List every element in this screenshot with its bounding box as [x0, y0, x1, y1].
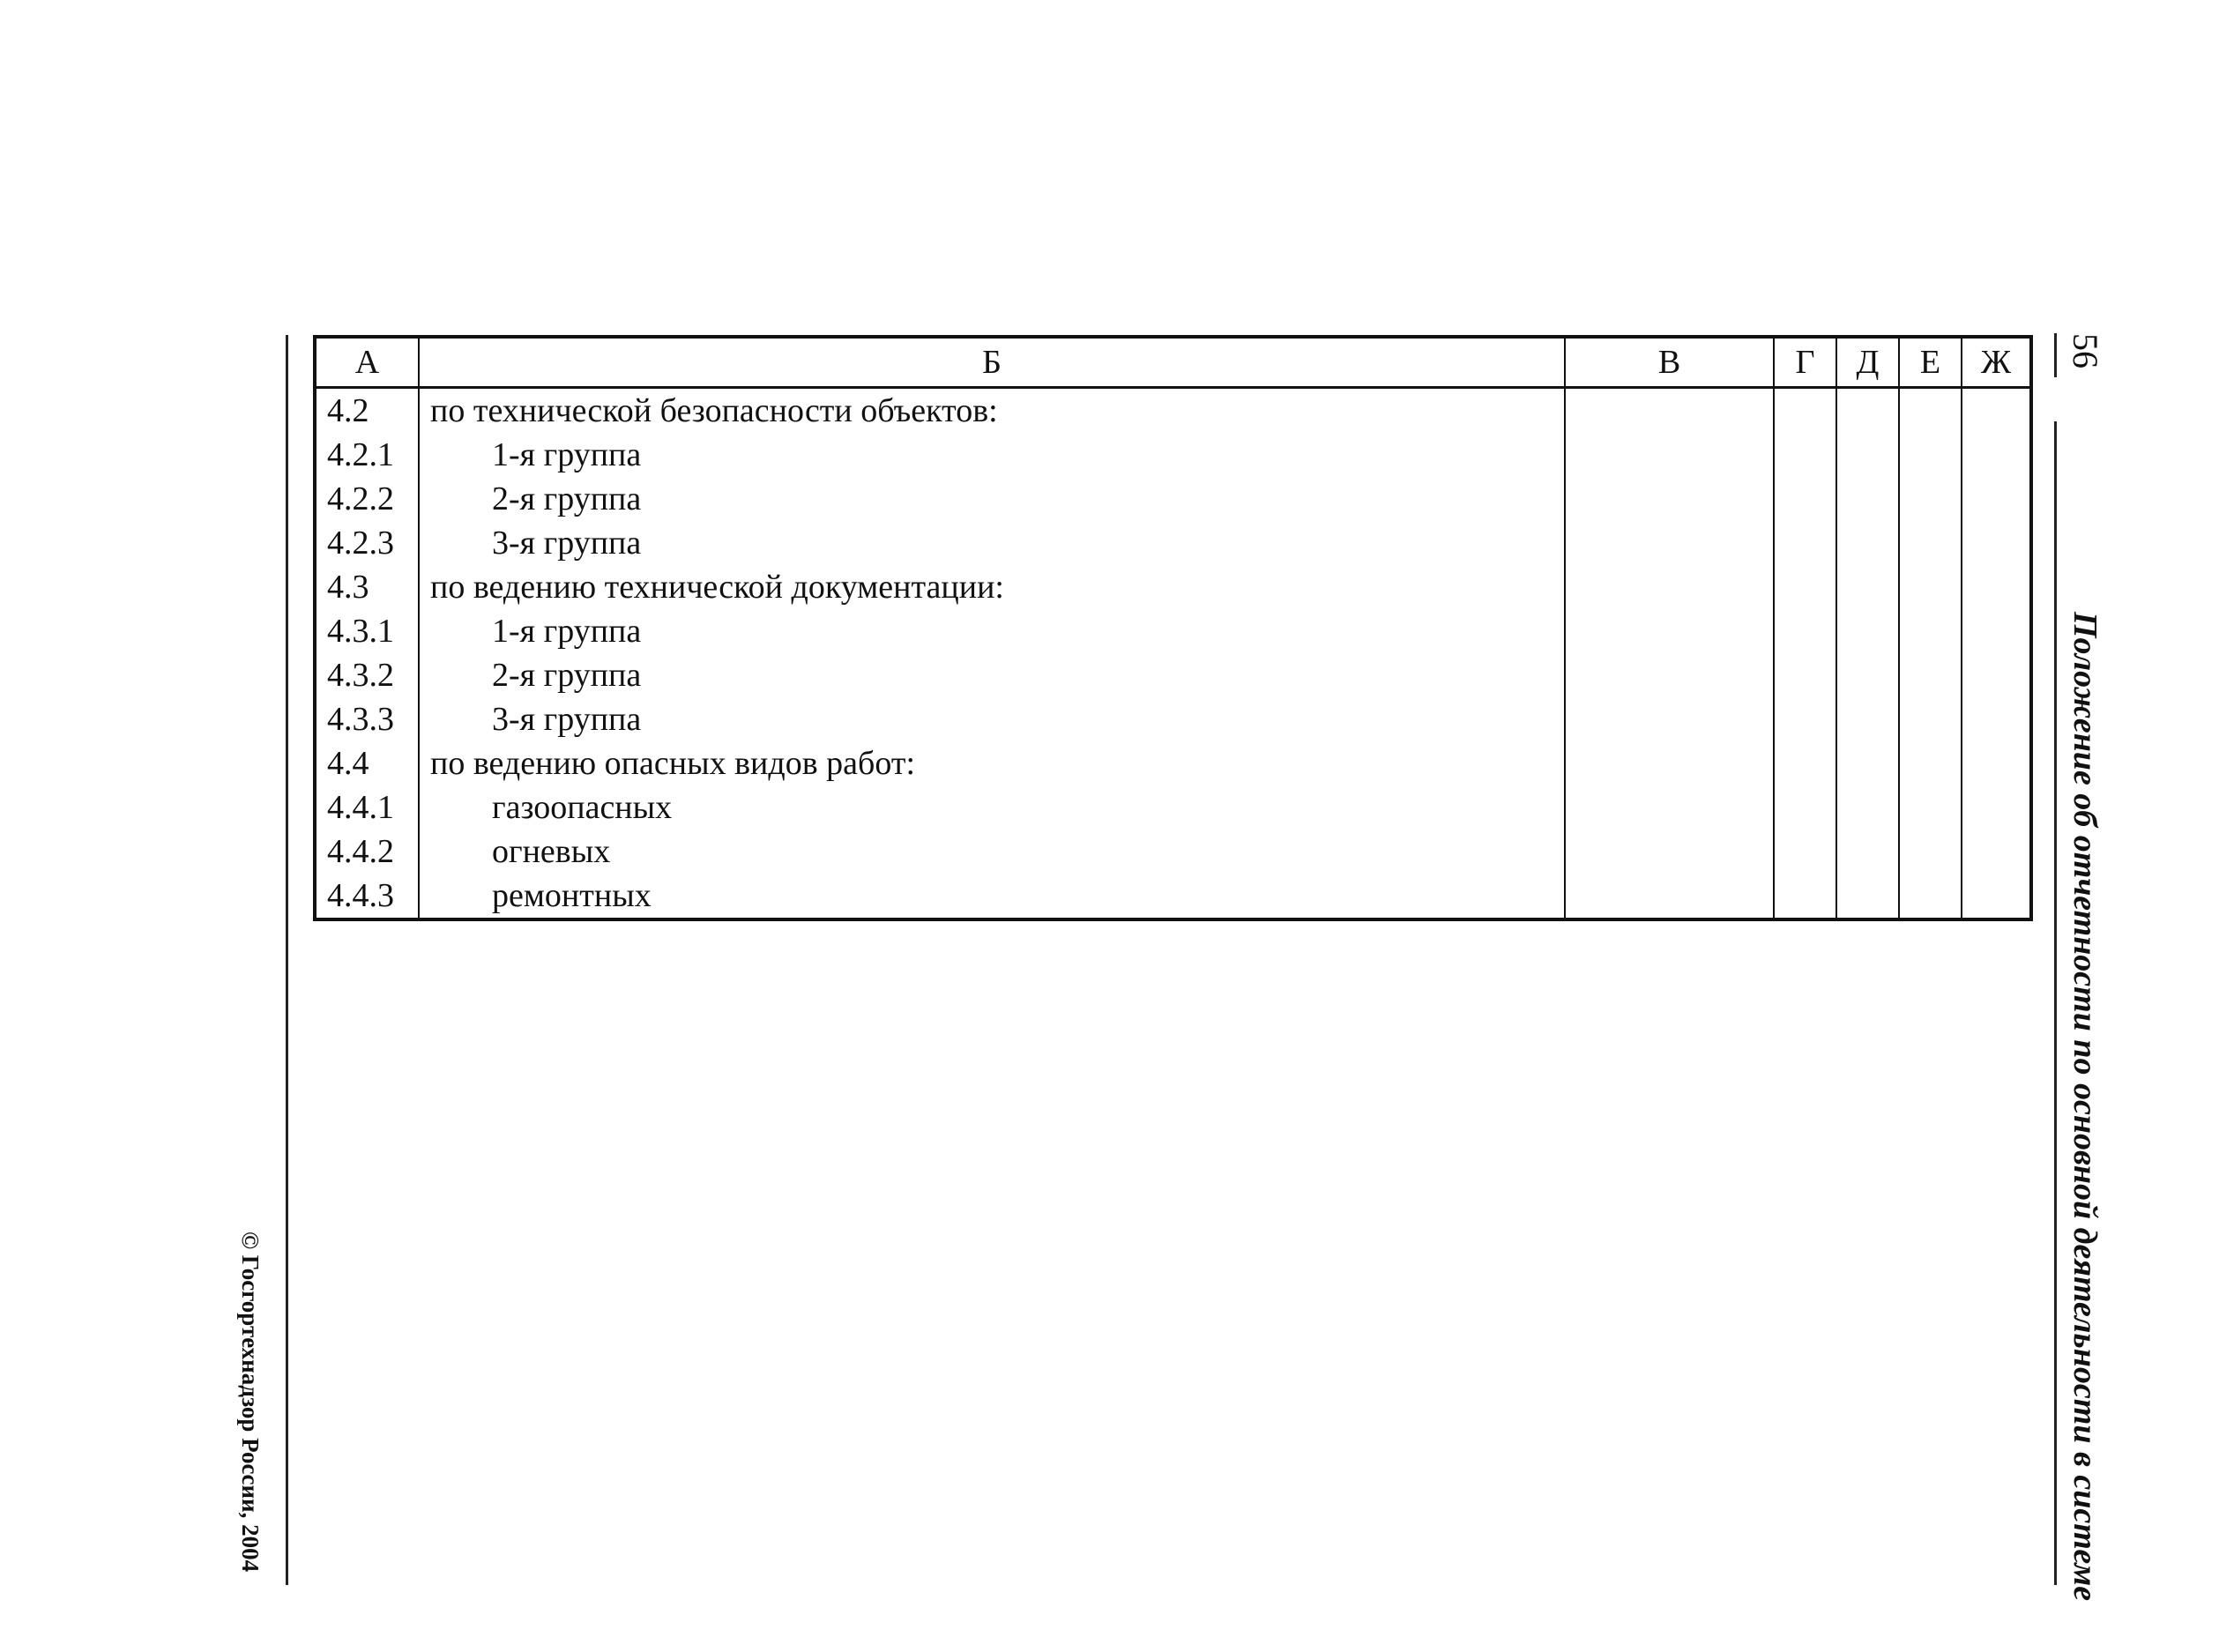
cell-zh — [1962, 741, 2031, 785]
cell-d — [1836, 521, 1899, 565]
cell-e — [1899, 565, 1962, 609]
cell-v — [1565, 433, 1774, 477]
row-label: 1-я группа — [419, 609, 1565, 653]
cell-zh — [1962, 697, 2031, 741]
table-row — [315, 565, 2031, 609]
cell-zh — [1962, 830, 2031, 874]
row-label: 1-я группа — [419, 433, 1565, 477]
running-title: Положение об отчетности по основной деятельности в системе — [2066, 612, 2104, 1602]
cell-zh — [1962, 521, 2031, 565]
cell-d — [1836, 697, 1899, 741]
row-label: газоопасных — [419, 785, 1565, 830]
row-code: 4.2 — [315, 388, 419, 434]
column-header-g: Г — [1774, 337, 1836, 388]
cell-zh — [1962, 609, 2031, 653]
row-label: 3-я группа — [419, 697, 1565, 741]
copyright-notice: © Госгортехнадзор России, 2004 — [237, 1232, 264, 1573]
cell-v — [1565, 521, 1774, 565]
row-code: 4.3.2 — [315, 653, 419, 697]
column-header-a: А — [315, 337, 419, 388]
cell-d — [1836, 609, 1899, 653]
table-row — [315, 521, 2031, 565]
row-label: ремонтных — [419, 874, 1565, 919]
row-label: по технической безопасности объектов: — [419, 388, 1565, 434]
cell-v — [1565, 785, 1774, 830]
cell-zh — [1962, 565, 2031, 609]
cell-v — [1565, 477, 1774, 521]
row-code: 4.2.2 — [315, 477, 419, 521]
cell-v — [1565, 697, 1774, 741]
cell-e — [1899, 609, 1962, 653]
cell-d — [1836, 565, 1899, 609]
row-code: 4.2.1 — [315, 433, 419, 477]
row-label: по ведению опасных видов работ: — [419, 741, 1565, 785]
cell-g — [1774, 477, 1836, 521]
row-label: 3-я группа — [419, 521, 1565, 565]
row-code: 4.4.2 — [315, 830, 419, 874]
left-margin-rule — [286, 335, 288, 1585]
cell-g — [1774, 653, 1836, 697]
cell-g — [1774, 388, 1836, 434]
column-header-zh: Ж — [1962, 337, 2031, 388]
cell-v — [1565, 653, 1774, 697]
right-margin-rule-bottom — [2054, 421, 2057, 1585]
header-row — [315, 337, 2031, 388]
cell-g — [1774, 785, 1836, 830]
cell-e — [1899, 433, 1962, 477]
cell-d — [1836, 785, 1899, 830]
right-margin-rule-top — [2054, 333, 2057, 377]
row-code: 4.4.3 — [315, 874, 419, 919]
row-code: 4.3.3 — [315, 697, 419, 741]
row-code: 4.2.3 — [315, 521, 419, 565]
cell-g — [1774, 830, 1836, 874]
cell-d — [1836, 830, 1899, 874]
cell-v — [1565, 874, 1774, 919]
cell-zh — [1962, 785, 2031, 830]
cell-zh — [1962, 433, 2031, 477]
cell-g — [1774, 697, 1836, 741]
column-header-d: Д — [1836, 337, 1899, 388]
cell-zh — [1962, 388, 2031, 434]
cell-e — [1899, 741, 1962, 785]
column-header-e: Е — [1899, 337, 1962, 388]
cell-e — [1899, 388, 1962, 434]
cell-g — [1774, 874, 1836, 919]
cell-v — [1565, 565, 1774, 609]
row-code: 4.3 — [315, 565, 419, 609]
cell-g — [1774, 609, 1836, 653]
page-number: 56 — [2066, 333, 2105, 368]
cell-zh — [1962, 874, 2031, 919]
cell-zh — [1962, 653, 2031, 697]
cell-zh — [1962, 477, 2031, 521]
row-code: 4.3.1 — [315, 609, 419, 653]
row-label: огневых — [419, 830, 1565, 874]
row-label: по ведению технической документации: — [419, 565, 1565, 609]
cell-d — [1836, 653, 1899, 697]
table-row — [315, 741, 2031, 785]
report-table — [313, 335, 2033, 921]
cell-e — [1899, 653, 1962, 697]
table-row — [315, 609, 2031, 653]
column-header-b: Б — [419, 337, 1565, 388]
row-code: 4.4 — [315, 741, 419, 785]
table-row — [315, 697, 2031, 741]
cell-g — [1774, 433, 1836, 477]
table-row — [315, 785, 2031, 830]
table-row — [315, 874, 2031, 919]
row-label: 2-я группа — [419, 653, 1565, 697]
cell-e — [1899, 521, 1962, 565]
cell-g — [1774, 565, 1836, 609]
cell-d — [1836, 874, 1899, 919]
table-body — [315, 388, 2031, 920]
table-row — [315, 433, 2031, 477]
cell-v — [1565, 609, 1774, 653]
table-row — [315, 388, 2031, 434]
cell-g — [1774, 741, 1836, 785]
row-code: 4.4.1 — [315, 785, 419, 830]
cell-d — [1836, 388, 1899, 434]
table-row — [315, 477, 2031, 521]
cell-v — [1565, 830, 1774, 874]
cell-d — [1836, 477, 1899, 521]
cell-v — [1565, 388, 1774, 434]
cell-e — [1899, 830, 1962, 874]
cell-e — [1899, 785, 1962, 830]
table-row — [315, 653, 2031, 697]
cell-v — [1565, 741, 1774, 785]
cell-e — [1899, 697, 1962, 741]
column-header-v: В — [1565, 337, 1774, 388]
table-row — [315, 830, 2031, 874]
cell-d — [1836, 433, 1899, 477]
row-label: 2-я группа — [419, 477, 1565, 521]
cell-g — [1774, 521, 1836, 565]
cell-e — [1899, 477, 1962, 521]
cell-e — [1899, 874, 1962, 919]
cell-d — [1836, 741, 1899, 785]
